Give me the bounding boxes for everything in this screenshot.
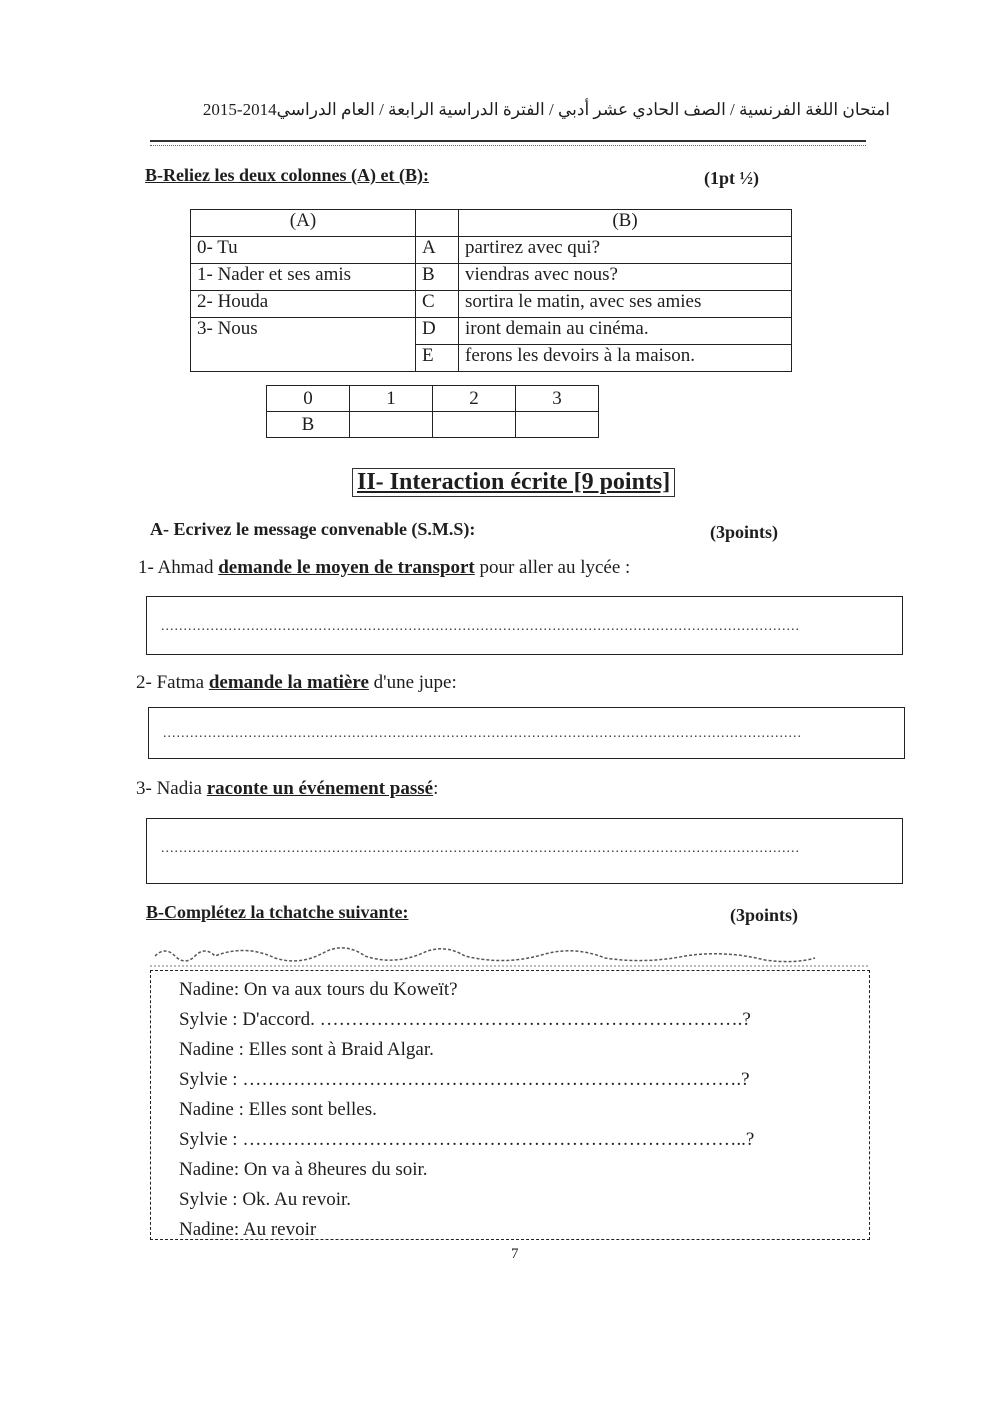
row-b-text: iront demain au cinéma. — [459, 318, 792, 345]
row-b-text: partirez avec qui? — [459, 237, 792, 264]
chat-line: Nadine : Elles sont belles. — [179, 1099, 377, 1120]
chat-line: Nadine: On va aux tours du Koweït? — [179, 979, 458, 1000]
row-letter: C — [416, 291, 459, 318]
dotted-line: .............................................................................................................................................. — [161, 619, 800, 634]
header-divider-dotted — [150, 145, 866, 146]
chat-box — [150, 970, 870, 1240]
table-row — [191, 264, 792, 291]
row-letter: A — [416, 237, 459, 264]
answer-cell[interactable]: B — [267, 412, 350, 438]
question-3: 3- Nadia raconte un événement passé: — [136, 778, 439, 799]
answer-header: 1 — [350, 386, 433, 412]
answer-cell[interactable] — [433, 412, 516, 438]
answer-box-2[interactable] — [148, 707, 905, 759]
exam-header: امتحان اللغة الفرنسية / الصف الحادي عشر أدبي / الفترة الدراسية الرابعة / العام الدراسي2014-2015 — [202, 100, 890, 119]
chat-line[interactable]: Sylvie : …………………………………………………………………….? — [179, 1069, 750, 1090]
row-b-text: sortira le matin, avec ses amies — [459, 291, 792, 318]
answer-box-1[interactable] — [146, 596, 903, 655]
row-b-text: viendras avec nous? — [459, 264, 792, 291]
row-a-text: 1- Nader et ses amis — [191, 264, 416, 291]
table-row — [191, 237, 792, 264]
chat-line: Nadine: On va à 8heures du soir. — [179, 1159, 428, 1180]
table-row — [191, 291, 792, 318]
row-a-text: 0- Tu — [191, 237, 416, 264]
section-b2-title: B-Complétez la tchatche suivante: — [146, 902, 409, 922]
answer-cell[interactable] — [350, 412, 433, 438]
section-2-title: II- Interaction écrite [9 points] — [352, 468, 675, 497]
page-number: 7 — [511, 1246, 519, 1262]
dotted-line: .............................................................................................................................................. — [163, 726, 802, 741]
question-2: 2- Fatma demande la matière d'une jupe: — [136, 672, 457, 693]
question-2-keyword: demande la matière — [208, 672, 369, 693]
col-b-header: (B) — [459, 210, 792, 237]
scribble-decoration — [150, 938, 870, 968]
answer-grid — [266, 385, 599, 438]
answer-box-3[interactable] — [146, 818, 903, 884]
question-1: 1- Ahmad demande le moyen de transport pour aller au lycée : — [138, 557, 631, 578]
chat-line[interactable]: Sylvie : ……………………………………………………………………..? — [179, 1129, 755, 1150]
row-letter: D — [416, 318, 459, 345]
matching-table — [190, 209, 792, 372]
section-a-title: A- Ecrivez le message convenable (S.M.S): — [150, 519, 476, 539]
answer-header: 2 — [433, 386, 516, 412]
answer-cell[interactable] — [516, 412, 599, 438]
dotted-line: .............................................................................................................................................. — [161, 841, 800, 856]
chat-lines — [179, 975, 754, 1245]
row-a-text: 3- Nous — [191, 318, 416, 372]
col-a-header: (A) — [191, 210, 416, 237]
section-a-points: (3points) — [710, 522, 779, 542]
row-letter: E — [416, 345, 459, 372]
section-b2-points: (3points) — [730, 905, 799, 925]
table-row — [191, 318, 792, 345]
row-letter: B — [416, 264, 459, 291]
answer-header: 3 — [516, 386, 599, 412]
question-1-keyword: demande le moyen de transport — [218, 557, 475, 578]
question-3-keyword: raconte un événement passé — [206, 778, 434, 799]
answer-header: 0 — [267, 386, 350, 412]
chat-line[interactable]: Sylvie : D'accord. ………………………………………………………….? — [179, 1009, 751, 1030]
chat-line: Nadine : Elles sont à Braid Algar. — [179, 1039, 434, 1060]
section-b1-title: B-Reliez les deux colonnes (A) et (B): — [145, 165, 429, 185]
chat-line: Sylvie : Ok. Au revoir. — [179, 1189, 352, 1210]
chat-line: Nadine: Au revoir — [179, 1219, 317, 1240]
section-b1-points: (1pt ½) — [704, 168, 759, 188]
header-divider — [150, 140, 866, 142]
row-a-text: 2- Houda — [191, 291, 416, 318]
row-b-text: ferons les devoirs à la maison. — [459, 345, 792, 372]
